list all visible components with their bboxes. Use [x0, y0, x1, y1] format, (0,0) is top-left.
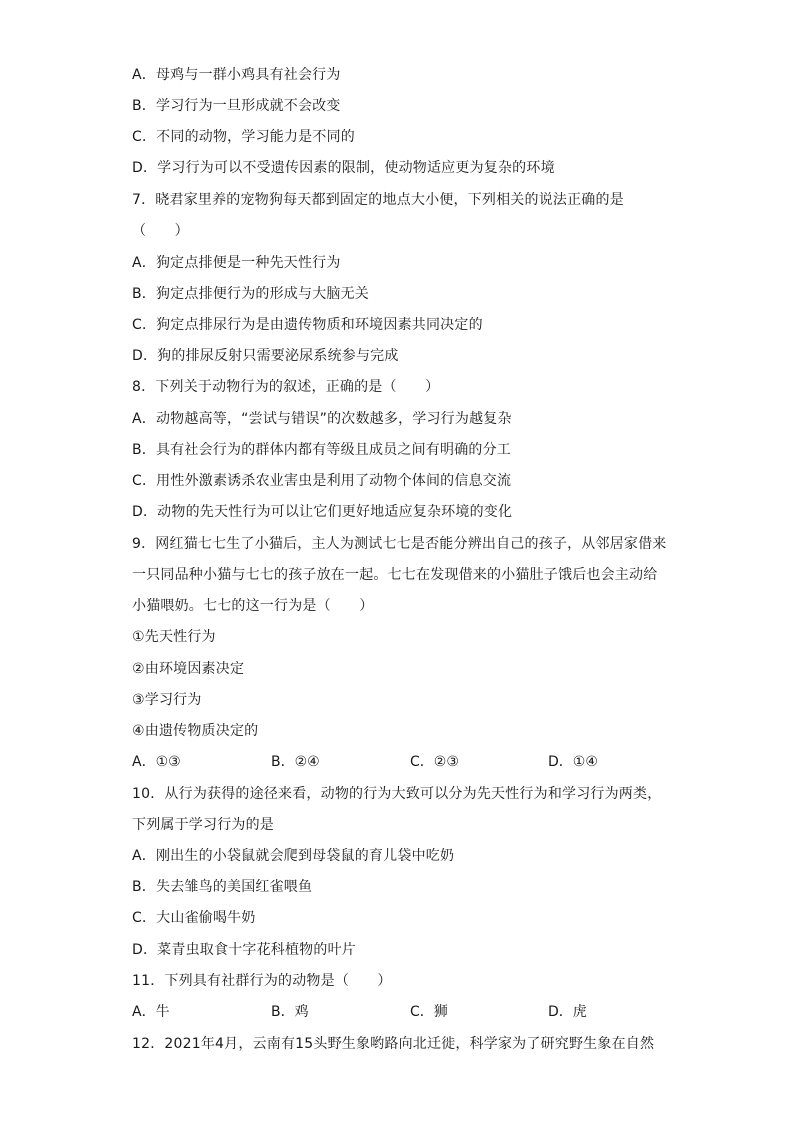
q9-stem-line-2: 一只同品种小猫与七七的孩子放在一起。七七在发现借来的小猫肚子饿后也会主动给: [132, 567, 658, 583]
q6-option-c: C．不同的动物，学习能力是不同的: [132, 129, 355, 145]
q10-option-a: A．刚出生的小袋鼠就会爬到母袋鼠的育儿袋中吃奶: [132, 848, 455, 864]
q11-stem: 11．下列具有社群行为的动物是（ ）: [132, 973, 392, 989]
q9-item-2: ②由环境因素决定: [132, 661, 245, 677]
q10-option-d: D．菜青虫取食十字花科植物的叶片: [132, 942, 356, 958]
q11-option-a: A．牛: [132, 1004, 170, 1020]
q12-stem-line-1: 12．2021年4月，云南有15头野生象哟路向北迁徙，科学家为了研究野生象在自然: [132, 1036, 655, 1052]
q7-option-c: C．狗定点排尿行为是由遗传物质和环境因素共同决定的: [132, 317, 483, 333]
q8-option-d: D．动物的先天性行为可以让它们更好地适应复杂环境的变化: [132, 504, 513, 520]
q8-option-a: A．动物越高等，“尝试与错误”的次数越多，学习行为越复杂: [132, 411, 512, 427]
q9-item-4: ④由遗传物质决定的: [132, 723, 259, 739]
q9-item-3: ③学习行为: [132, 692, 202, 708]
q6-option-d: D．学习行为可以不受遗传因素的限制，使动物适应更为复杂的环境: [132, 160, 555, 176]
q9-option-a: A．①③: [132, 754, 181, 770]
q11-option-c: C．狮: [410, 1004, 448, 1020]
q8-option-b: B．具有社会行为的群体内都有等级且成员之间有明确的分工: [132, 442, 512, 458]
q10-stem-line-1: 10．从行为获得的途径来看，动物的行为大致可以分为先天性行为和学习行为两类，: [132, 786, 662, 802]
q10-option-b: B．失去雏鸟的美国红雀喂鱼: [132, 879, 313, 895]
q7-stem-line-2: （ ）: [132, 223, 189, 239]
q6-option-a: A．母鸡与一群小鸡具有社会行为: [132, 67, 341, 83]
q6-option-b: B．学习行为一旦形成就不会改变: [132, 98, 341, 114]
q8-option-c: C．用性外激素诱杀农业害虫是利用了动物个体间的信息交流: [132, 473, 512, 489]
q9-stem-line-3: 小猫喂奶。七七的这一行为是（ ）: [132, 598, 374, 614]
q11-option-d: D．虎: [548, 1004, 587, 1020]
q9-item-1: ①先天性行为: [132, 629, 216, 645]
q11-option-b: B．鸡: [271, 1004, 309, 1020]
q9-option-c: C．②③: [410, 754, 459, 770]
q10-option-c: C．大山雀偷喝牛奶: [132, 910, 256, 926]
q9-options-row: [132, 752, 652, 772]
q7-option-d: D．狗的排尿反射只需要泌尿系统参与完成: [132, 348, 399, 364]
q7-option-b: B．狗定点排便行为的形成与大脑无关: [132, 286, 370, 302]
q10-stem-line-2: 下列属于学习行为的是: [132, 817, 274, 833]
q9-option-b: B．②④: [271, 754, 320, 770]
q11-options-row: [132, 1002, 652, 1022]
q9-stem-line-1: 9．网红猫七七生了小猫后，主人为测试七七是否能分辨出自己的孩子，从邻居家借来: [132, 536, 667, 552]
q7-stem-line-1: 7．晓君家里养的宠物狗每天都到固定的地点大小便，下列相关的说法正确的是: [132, 192, 624, 208]
q9-option-d: D．①④: [548, 754, 598, 770]
q8-stem: 8．下列关于动物行为的叙述，正确的是（ ）: [132, 379, 440, 395]
q7-option-a: A．狗定点排便是一种先天性行为: [132, 255, 341, 271]
